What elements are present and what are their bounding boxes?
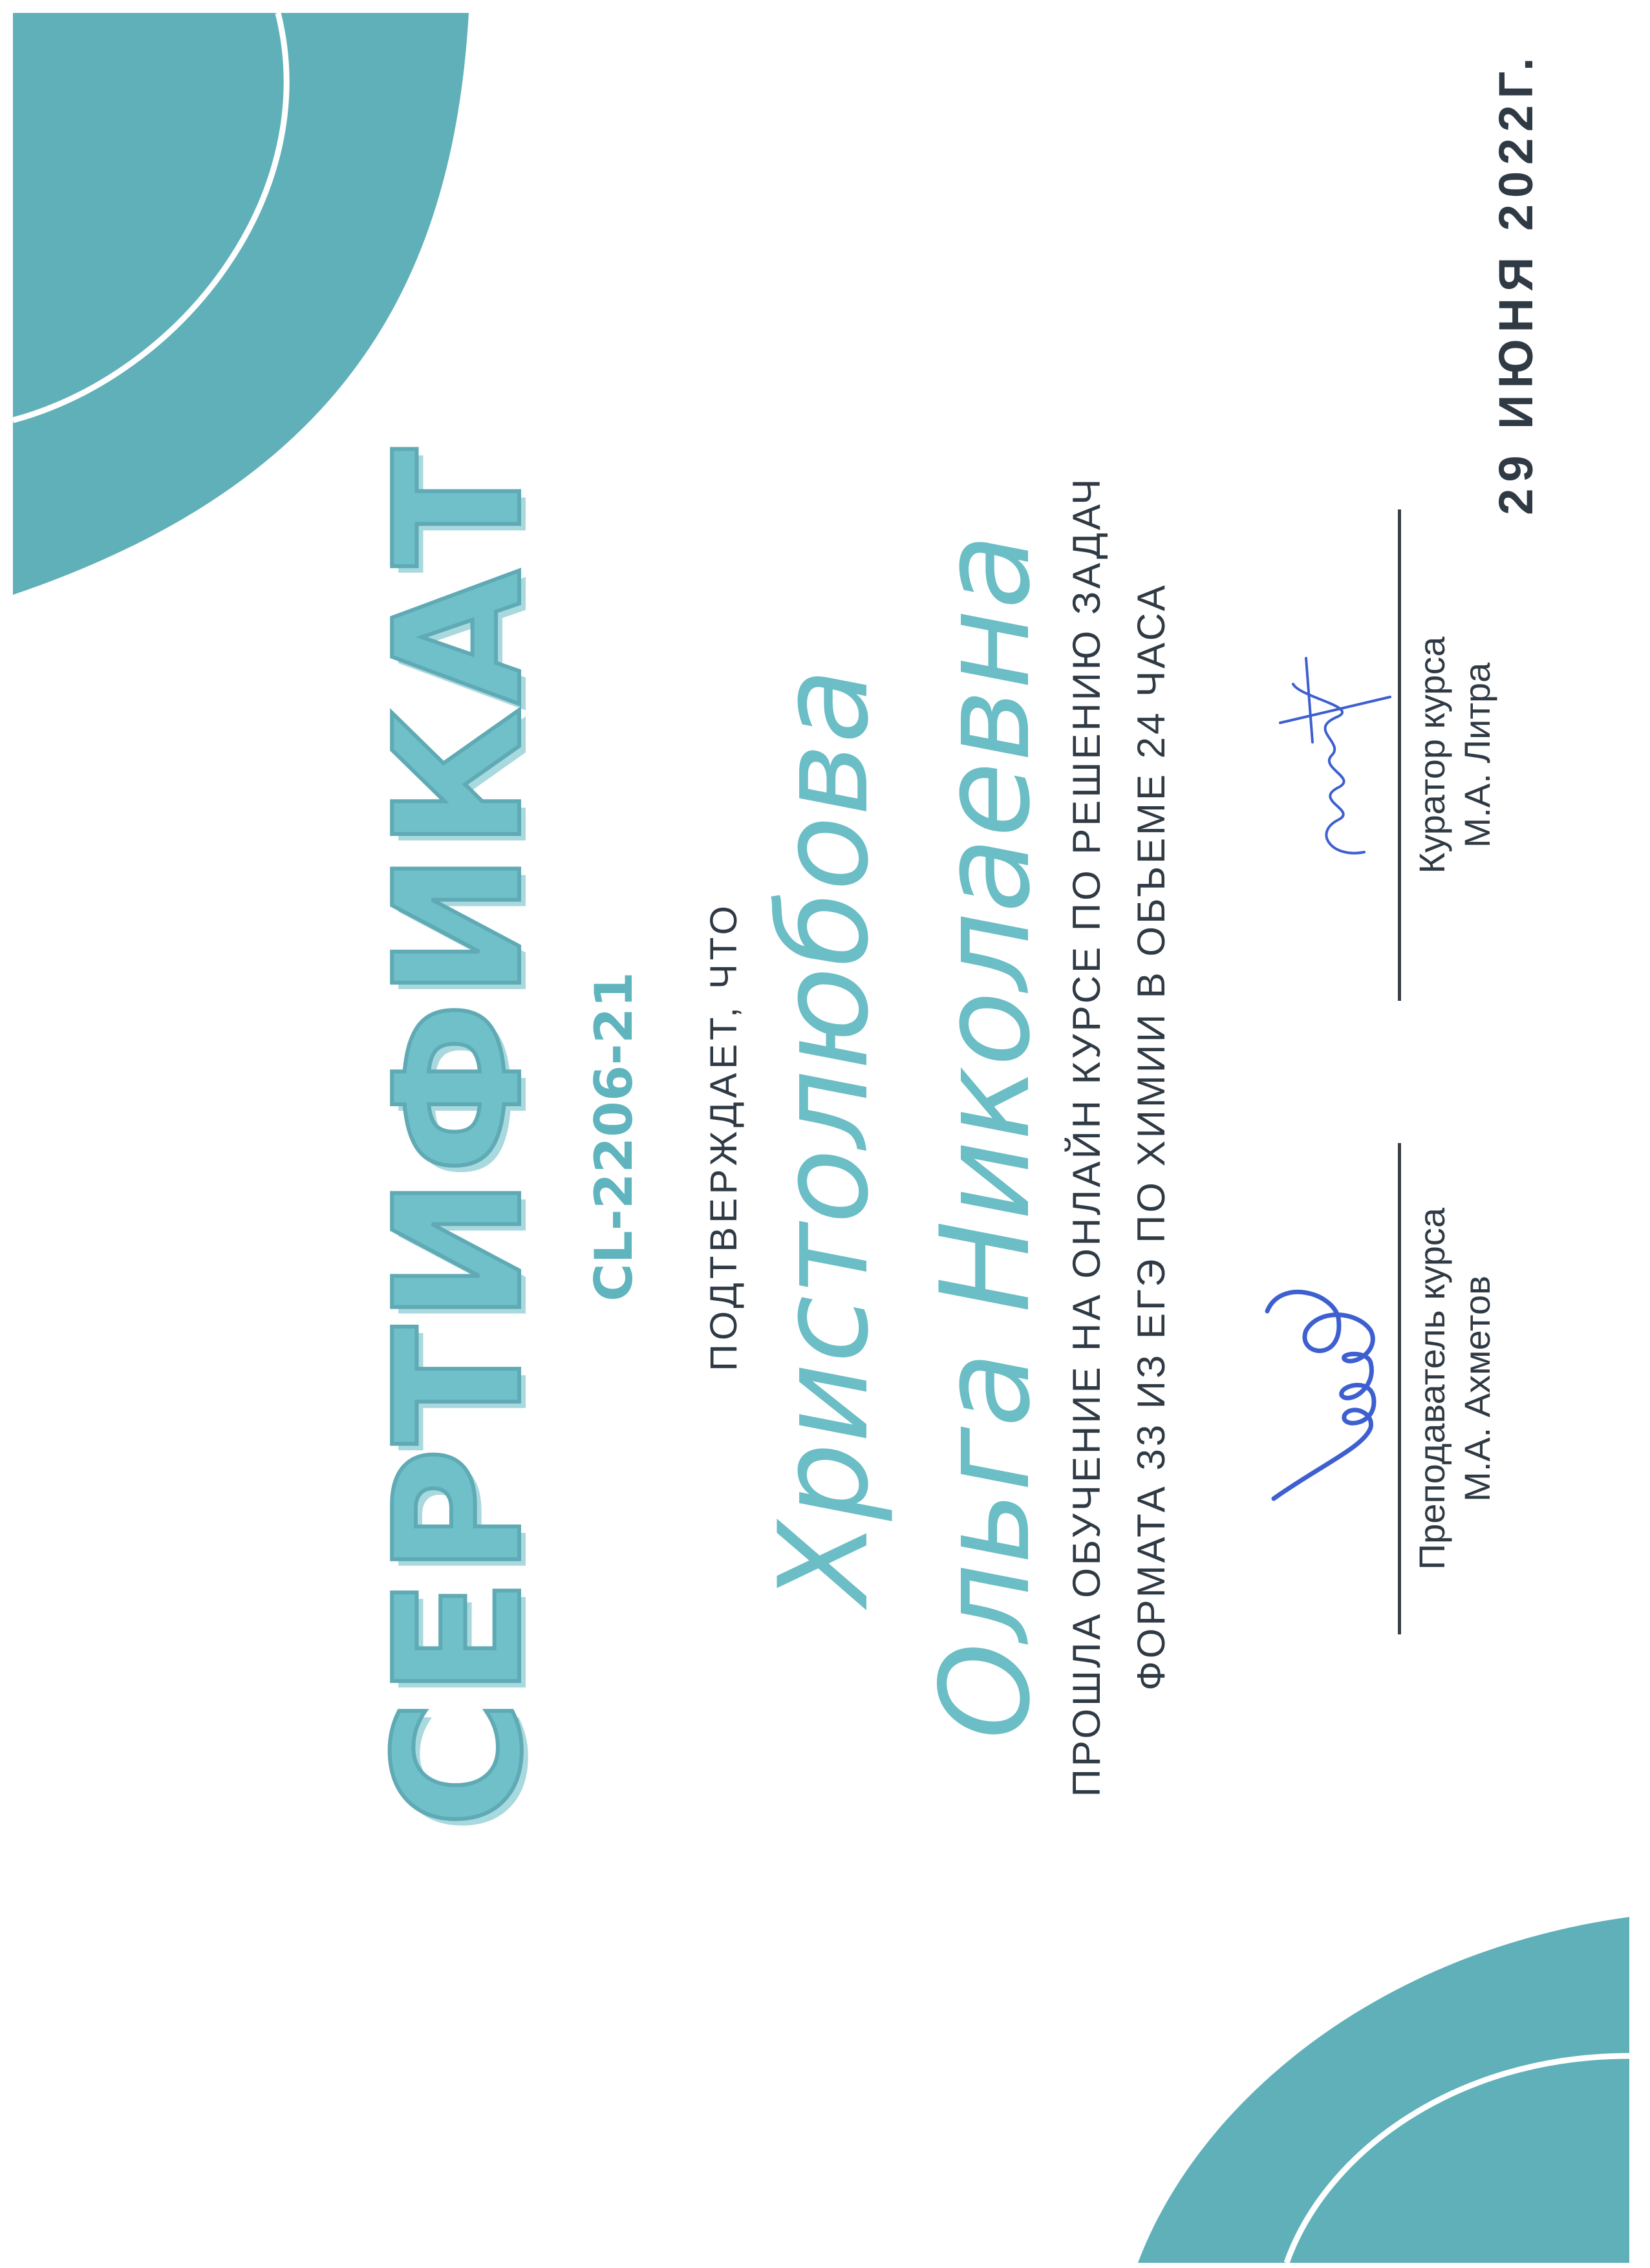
curator-signature-line [1398, 509, 1401, 1001]
curator-role: Куратор курса [1411, 636, 1452, 874]
course-description-line-1: ПРОШЛА ОБУЧЕНИЕ НА ОНЛАЙН КУРСЕ ПО РЕШЕНИЮ ЗАДАЧ [1065, 476, 1108, 1797]
teacher-signature [1241, 1253, 1397, 1524]
certificate-number: CL-2206-21 [584, 971, 644, 1302]
teacher-role: Преподаватель курса [1411, 1207, 1452, 1570]
issue-date: 29 ИЮНЯ 2022Г. [1489, 51, 1543, 515]
recipient-surname: Христолюбова [753, 668, 895, 1605]
recipient-given-names: Ольга Николаевна [914, 533, 1057, 1740]
confirms-text: ПОДТВЕРЖДАЕТ, ЧТО [703, 902, 745, 1371]
curator-name: М.А. Литра [1457, 662, 1497, 848]
certificate-title: СЕРТИФИКАТ [357, 445, 561, 1828]
teacher-signature-line [1398, 1143, 1401, 1634]
curator-signature-block [1228, 509, 1513, 1001]
course-description-line-2: ФОРМАТА 33 ИЗ ЕГЭ ПО ХИМИИ В ОБЪЕМЕ 24 ЧАСА [1130, 583, 1173, 1691]
teacher-signature-block [1228, 1143, 1513, 1634]
teacher-name: М.А. Ахметов [1457, 1276, 1497, 1502]
curator-signature [1241, 619, 1397, 891]
